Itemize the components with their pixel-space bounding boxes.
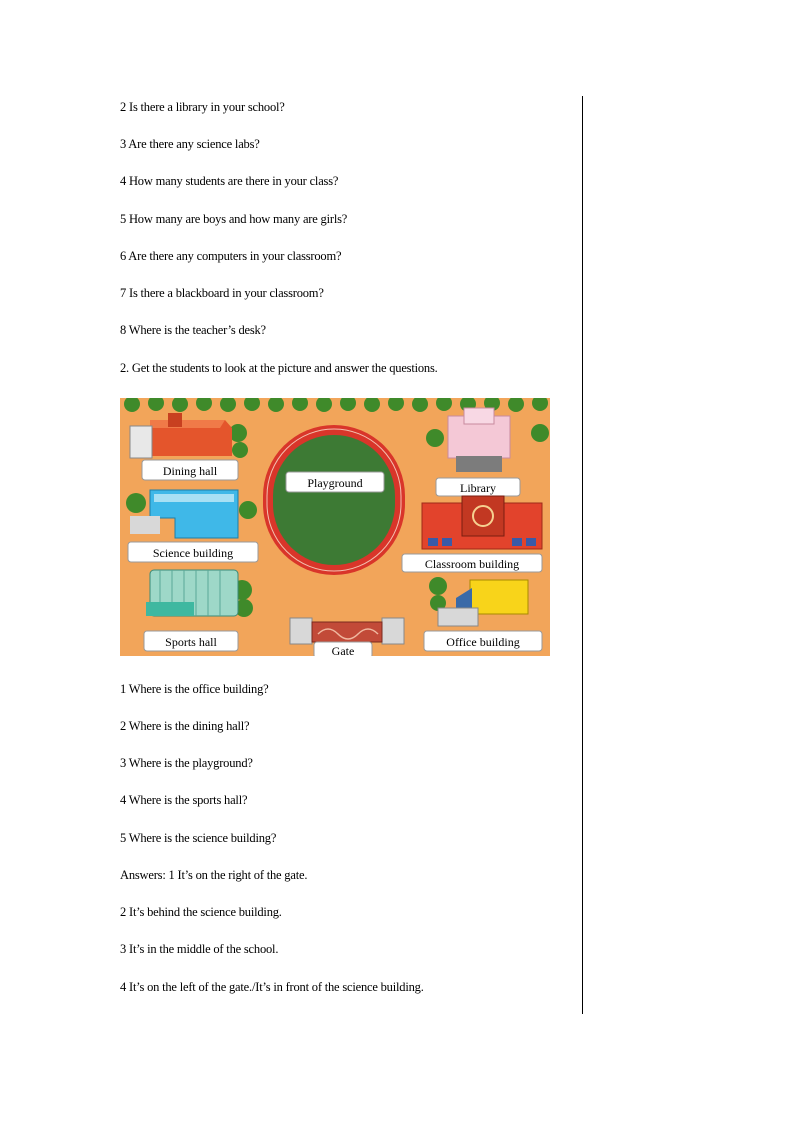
- gate-structure: [290, 618, 404, 644]
- question-line: 2 Where is the dining hall?: [120, 719, 250, 733]
- playground-track: [263, 425, 405, 575]
- question-line: 7 Is there a blackboard in your classroom?: [120, 286, 324, 300]
- library-building: [448, 408, 510, 472]
- map-label-science-building: Science building: [152, 546, 234, 560]
- vertical-rule: [582, 96, 583, 1014]
- answer-line: 3 It’s in the middle of the school.: [120, 942, 279, 956]
- map-label-gate: Gate: [331, 644, 355, 656]
- map-label-library: Library: [460, 481, 496, 495]
- map-label-playground: Playground: [307, 476, 363, 490]
- answer-line: 4 It’s on the left of the gate./It’s in front of the science building.: [120, 980, 424, 994]
- question-line: 3 Where is the playground?: [120, 756, 253, 770]
- question-line: 3 Are there any science labs?: [120, 137, 260, 151]
- sports-hall-building: [146, 570, 238, 616]
- answer-line: Answers: 1 It’s on the right of the gate.: [120, 868, 308, 882]
- question-line: 2 Is there a library in your school?: [120, 100, 285, 114]
- question-line: 6 Are there any computers in your classroom?: [120, 249, 342, 263]
- map-label-office-building: Office building: [446, 635, 520, 649]
- question-line: 5 Where is the science building?: [120, 831, 277, 845]
- map-label-sports-hall: Sports hall: [165, 635, 217, 649]
- instruction-line: 2. Get the students to look at the picture and answer the questions.: [120, 361, 438, 375]
- question-line: 4 Where is the sports hall?: [120, 793, 248, 807]
- question-line: 4 How many students are there in your class?: [120, 174, 339, 188]
- question-line: 1 Where is the office building?: [120, 682, 269, 696]
- classroom-building: [422, 496, 542, 549]
- school-map-picture: [120, 398, 550, 656]
- answer-line: 2 It’s behind the science building.: [120, 905, 282, 919]
- question-line: 5 How many are boys and how many are girls?: [120, 212, 348, 226]
- question-line: 8 Where is the teacher’s desk?: [120, 323, 266, 337]
- map-label-classroom-building: Classroom building: [424, 557, 520, 571]
- map-label-dining-hall: Dining hall: [162, 464, 218, 478]
